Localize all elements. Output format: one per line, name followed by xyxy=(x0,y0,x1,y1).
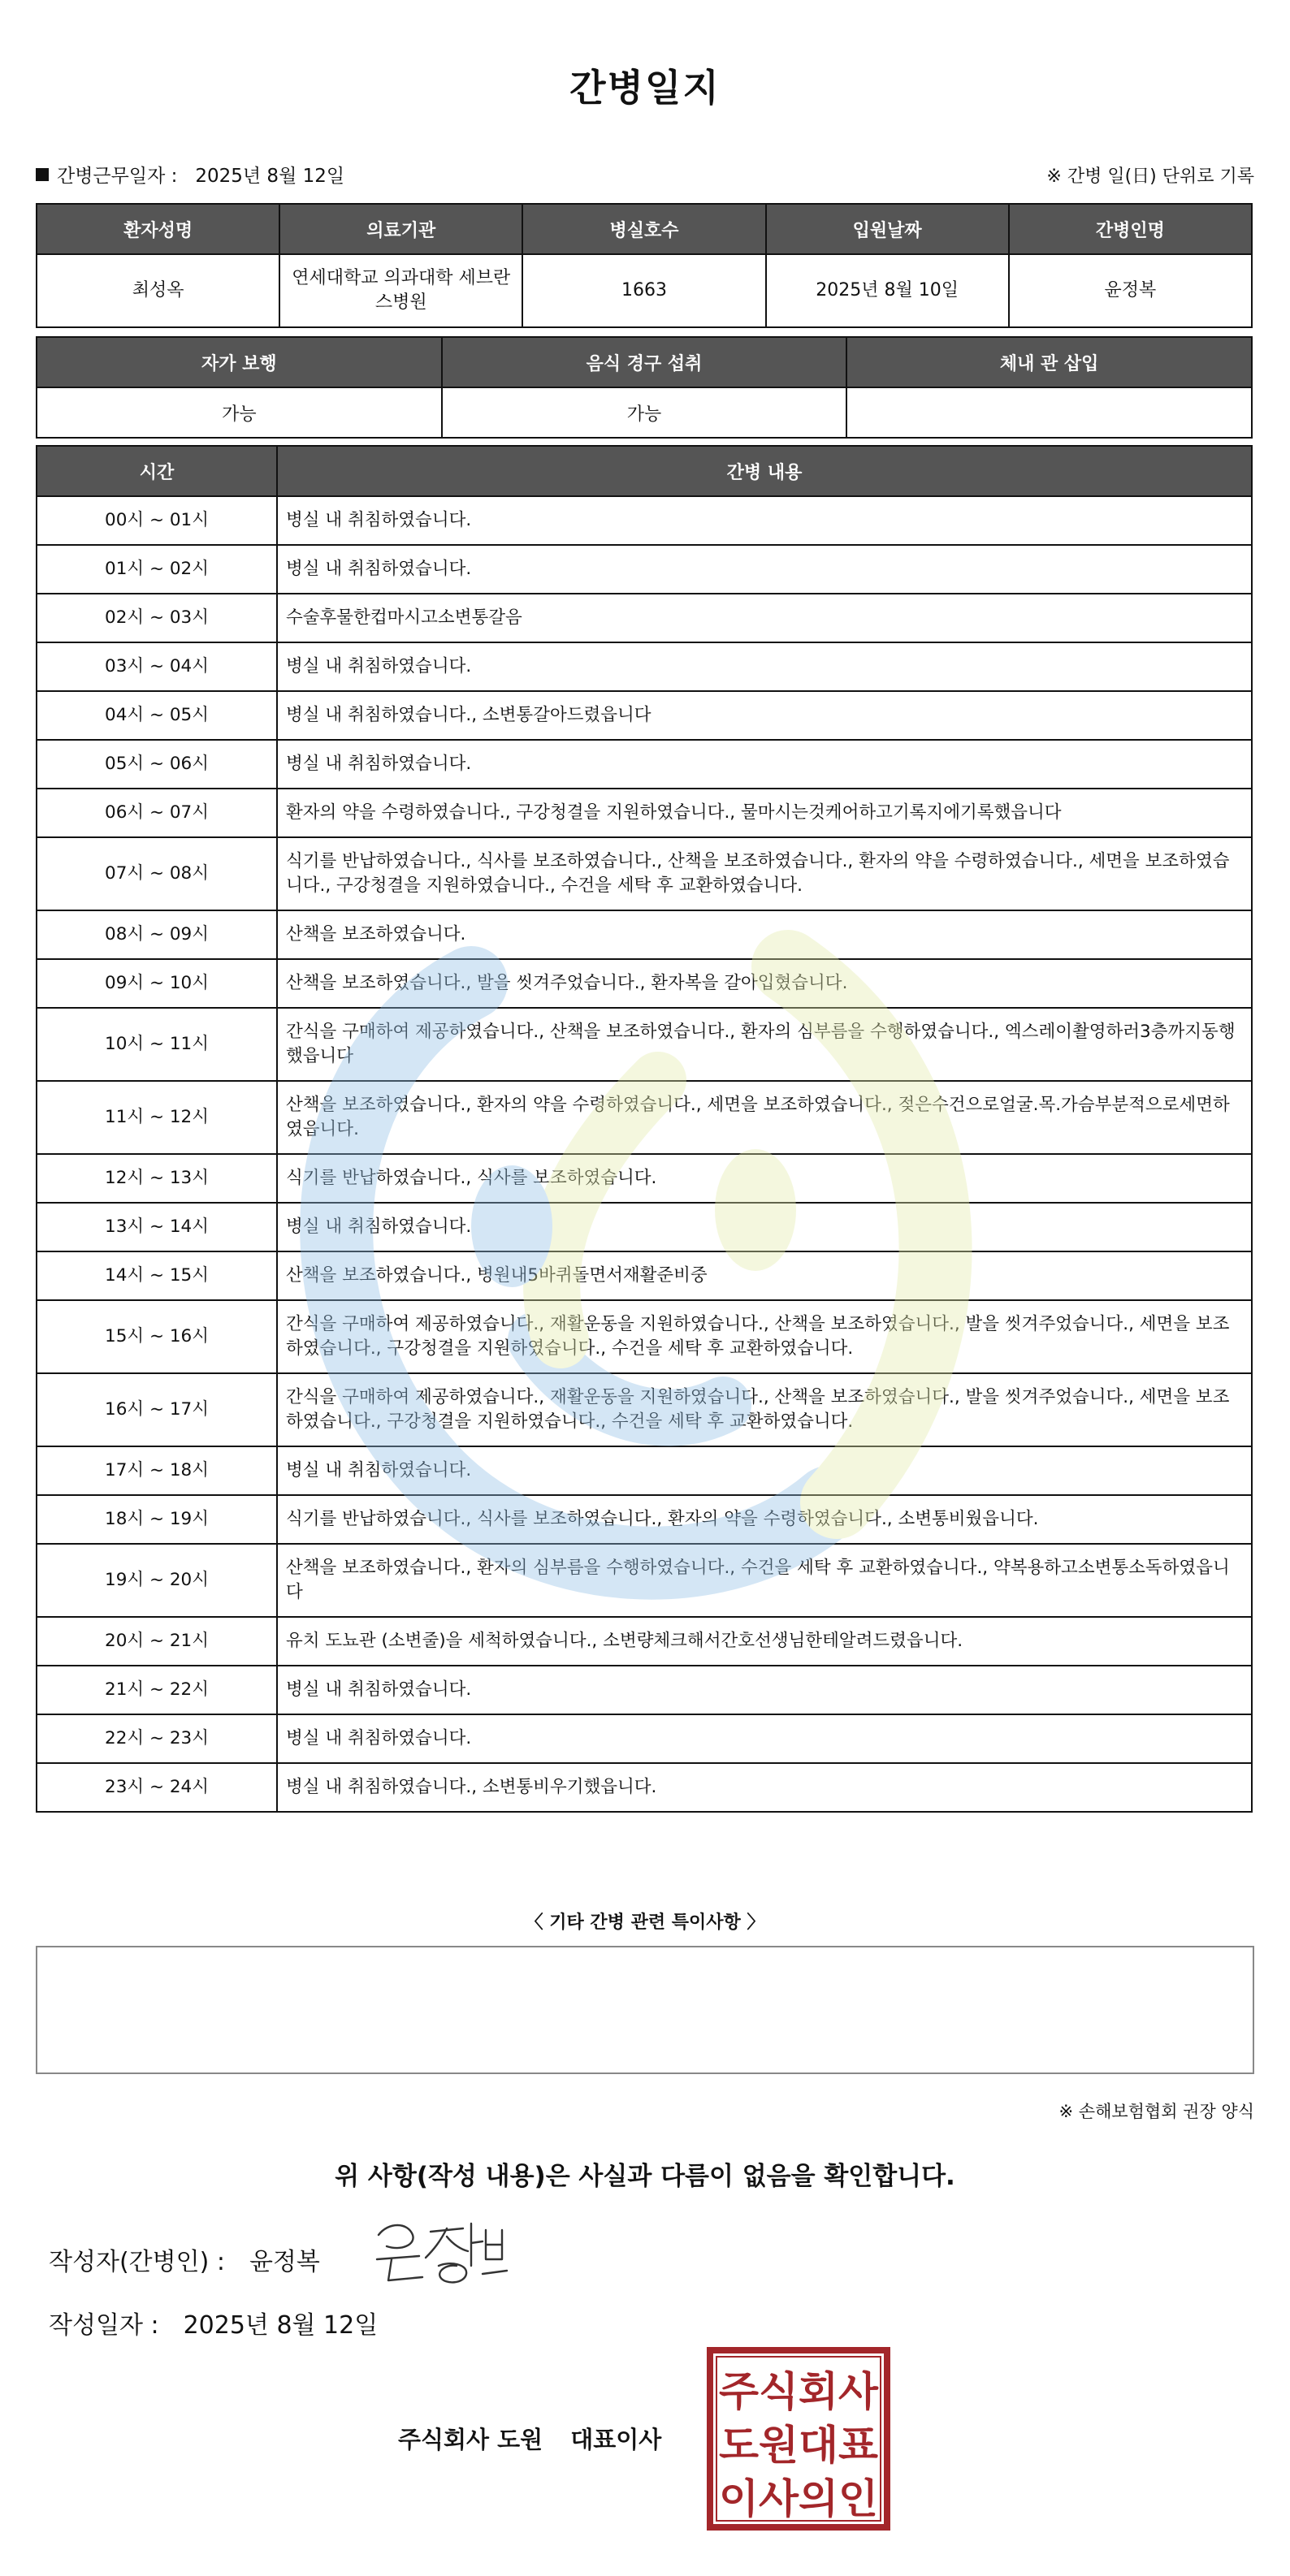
row-content: 산책을 보조하였습니다., 발을 씻겨주었습니다., 환자복을 갈아입혔습니다. xyxy=(277,959,1252,1008)
row-time: 12시 ~ 13시 xyxy=(37,1154,277,1203)
self-walk-value: 가능 xyxy=(37,387,442,438)
row-time: 03시 ~ 04시 xyxy=(37,642,277,691)
row-content: 병실 내 취침하였습니다. xyxy=(277,496,1252,545)
row-time: 04시 ~ 05시 xyxy=(37,691,277,740)
table-row xyxy=(37,1373,1252,1446)
table-row xyxy=(37,1446,1252,1495)
table-row xyxy=(37,594,1252,642)
work-date-row xyxy=(36,161,344,188)
table-row xyxy=(37,1544,1252,1617)
special-notes-box xyxy=(36,1946,1254,2074)
row-content: 환자의 약을 수령하였습니다., 구강청결을 지원하였습니다., 물마시는것케어하고기록지에기록했읍니다 xyxy=(277,789,1252,837)
table-row xyxy=(37,642,1252,691)
row-content: 간식을 구매하여 제공하였습니다., 재활운동을 지원하였습니다., 산책을 보조하였습니다., 발을 씻겨주었습니다., 세면을 보조하였습니다., 구강청결을 지원하였습니다., 수건을 세탁 후 교환하였습니다. xyxy=(277,1373,1252,1446)
row-time: 02시 ~ 03시 xyxy=(37,594,277,642)
row-time: 05시 ~ 06시 xyxy=(37,740,277,789)
room-number: 1663 xyxy=(522,254,765,327)
header-oral-intake: 음식 경구 섭취 xyxy=(442,337,847,387)
table-row xyxy=(37,1081,1252,1154)
company-row xyxy=(398,2422,661,2455)
row-content: 병실 내 취침하였습니다. xyxy=(277,1203,1252,1251)
row-time: 13시 ~ 14시 xyxy=(37,1203,277,1251)
header-tube-insertion: 체내 관 삽입 xyxy=(846,337,1252,387)
row-time: 08시 ~ 09시 xyxy=(37,910,277,959)
row-time: 01시 ~ 02시 xyxy=(37,545,277,594)
write-date-label: 작성일자 : xyxy=(49,2311,159,2340)
header-room: 병실호수 xyxy=(522,204,765,254)
header-patient-name: 환자성명 xyxy=(37,204,279,254)
work-date-value: 2025년 8월 12일 xyxy=(195,166,345,187)
table-row xyxy=(37,1617,1252,1666)
row-content: 산책을 보조하였습니다., 환자의 심부름을 수행하였습니다., 수건을 세탁 후 교환하였습니다., 약복용하고소변통소독하였읍니다 xyxy=(277,1544,1252,1617)
table-row xyxy=(37,691,1252,740)
table-row xyxy=(37,545,1252,594)
row-content: 식기를 반납하였습니다., 식사를 보조하였습니다., 산책을 보조하였습니다., 환자의 약을 수령하였습니다., 세면을 보조하였습니다., 구강청결을 지원하였습니다., 수건을 세탁 후 교환하였습니다. xyxy=(277,837,1252,910)
handwritten-signature-icon xyxy=(372,2217,510,2290)
row-time: 09시 ~ 10시 xyxy=(37,959,277,1008)
row-content: 병실 내 취침하였습니다. xyxy=(277,740,1252,789)
row-time: 00시 ~ 01시 xyxy=(37,496,277,545)
table-row xyxy=(37,1203,1252,1251)
table-row xyxy=(37,1251,1252,1300)
row-time: 14시 ~ 15시 xyxy=(37,1251,277,1300)
row-content: 식기를 반납하였습니다., 식사를 보조하였습니다. xyxy=(277,1154,1252,1203)
company-seal-icon xyxy=(705,2345,892,2532)
row-time: 21시 ~ 22시 xyxy=(37,1666,277,1714)
confirmation-text: 위 사항(작성 내용)은 사실과 다름이 없음을 확인합니다. xyxy=(335,2162,955,2191)
patient-table xyxy=(36,203,1253,328)
unit-note: ※ 간병 일(日) 단위로 기록 xyxy=(1046,166,1254,187)
row-content: 산책을 보조하였습니다. xyxy=(277,910,1252,959)
bullet-square-icon xyxy=(36,168,49,181)
row-time: 20시 ~ 21시 xyxy=(37,1617,277,1666)
page-title: 간병일지 xyxy=(569,66,721,110)
header-self-walk: 자가 보행 xyxy=(37,337,442,387)
table-row xyxy=(37,1763,1252,1812)
row-content: 병실 내 취침하였습니다. xyxy=(277,545,1252,594)
header-caregiver: 간병인명 xyxy=(1009,204,1252,254)
header-care-content: 간병 내용 xyxy=(277,446,1252,496)
row-content: 병실 내 취침하였습니다., 소변통갈아드렸읍니다 xyxy=(277,691,1252,740)
row-time: 15시 ~ 16시 xyxy=(37,1300,277,1373)
row-time: 06시 ~ 07시 xyxy=(37,789,277,837)
care-log-table xyxy=(36,445,1253,1813)
tube-insertion-value xyxy=(846,387,1252,438)
row-content: 병실 내 취침하였습니다. xyxy=(277,1714,1252,1763)
caregiver-name: 윤정복 xyxy=(1009,254,1252,327)
header-time: 시간 xyxy=(37,446,277,496)
row-time: 23시 ~ 24시 xyxy=(37,1763,277,1812)
row-time: 10시 ~ 11시 xyxy=(37,1008,277,1081)
row-time: 18시 ~ 19시 xyxy=(37,1495,277,1544)
table-row xyxy=(37,959,1252,1008)
seal-line-3: 이사의인 xyxy=(719,2475,878,2522)
admit-date: 2025년 8월 10일 xyxy=(766,254,1009,327)
ceo-title: 대표이사 xyxy=(570,2426,662,2453)
work-date-label: 간병근무일자 : xyxy=(57,166,178,187)
header-hospital: 의료기관 xyxy=(279,204,522,254)
table-row xyxy=(37,1300,1252,1373)
patient-name: 최성옥 xyxy=(37,254,279,327)
row-time: 11시 ~ 12시 xyxy=(37,1081,277,1154)
row-time: 19시 ~ 20시 xyxy=(37,1544,277,1617)
row-content: 유치 도뇨관 (소변줄)을 세척하였습니다., 소변량체크해서간호선생님한테알려드렸읍니다. xyxy=(277,1617,1252,1666)
row-content: 병실 내 취침하였습니다. xyxy=(277,1666,1252,1714)
condition-table xyxy=(36,336,1253,439)
table-row xyxy=(37,1714,1252,1763)
table-row xyxy=(37,1666,1252,1714)
seal-line-2: 도원대표 xyxy=(719,2422,879,2469)
row-content: 병실 내 취침하였습니다. xyxy=(277,1446,1252,1495)
company-name: 주식회사 도원 xyxy=(398,2426,543,2453)
writer-name: 윤정복 xyxy=(249,2248,320,2276)
writer-label: 작성자(간병인) : xyxy=(49,2248,225,2276)
write-date-value: 2025년 8월 12일 xyxy=(183,2311,379,2340)
row-time: 17시 ~ 18시 xyxy=(37,1446,277,1495)
row-content: 산책을 보조하였습니다., 병원내5바퀴돌면서재활준비중 xyxy=(277,1251,1252,1300)
writer-row xyxy=(49,2241,320,2277)
table-row xyxy=(37,1154,1252,1203)
table-row xyxy=(37,837,1252,910)
row-content: 수술후물한컵마시고소변통갈음 xyxy=(277,594,1252,642)
row-content: 병실 내 취침하였습니다. xyxy=(277,642,1252,691)
row-time: 22시 ~ 23시 xyxy=(37,1714,277,1763)
hospital-name: 연세대학교 의과대학 세브란스병원 xyxy=(279,254,522,327)
table-row xyxy=(37,496,1252,545)
row-content: 간식을 구매하여 제공하였습니다., 산책을 보조하였습니다., 환자의 심부름을 수행하였습니다., 엑스레이촬영하러3층까지동행했읍니다 xyxy=(277,1008,1252,1081)
row-content: 산책을 보조하였습니다., 환자의 약을 수령하였습니다., 세면을 보조하였습니다., 젖은수건으로얼굴.목.가슴부분적으로세면하였읍니다. xyxy=(277,1081,1252,1154)
row-content: 병실 내 취침하였습니다., 소변통비우기했읍니다. xyxy=(277,1763,1252,1812)
table-row xyxy=(37,910,1252,959)
table-row xyxy=(37,1008,1252,1081)
oral-intake-value: 가능 xyxy=(442,387,847,438)
special-notes-title: 〈 기타 간병 관련 특이사항 〉 xyxy=(525,1913,765,1933)
write-date-row xyxy=(49,2305,378,2340)
form-source-note: ※ 손해보험협회 권장 양식 xyxy=(1058,2102,1254,2121)
table-row xyxy=(37,789,1252,837)
row-content: 간식을 구매하여 제공하였습니다., 재활운동을 지원하였습니다., 산책을 보조하였습니다., 발을 씻겨주었습니다., 세면을 보조하였습니다., 구강청결을 지원하였습니다., 수건을 세탁 후 교환하였습니다. xyxy=(277,1300,1252,1373)
row-time: 16시 ~ 17시 xyxy=(37,1373,277,1446)
seal-line-1: 주식회사 xyxy=(719,2368,879,2415)
table-row xyxy=(37,740,1252,789)
row-time: 07시 ~ 08시 xyxy=(37,837,277,910)
table-row xyxy=(37,1495,1252,1544)
row-content: 식기를 반납하였습니다., 식사를 보조하였습니다., 환자의 약을 수령하였습니다., 소변통비웠읍니다. xyxy=(277,1495,1252,1544)
header-admit-date: 입원날짜 xyxy=(766,204,1009,254)
